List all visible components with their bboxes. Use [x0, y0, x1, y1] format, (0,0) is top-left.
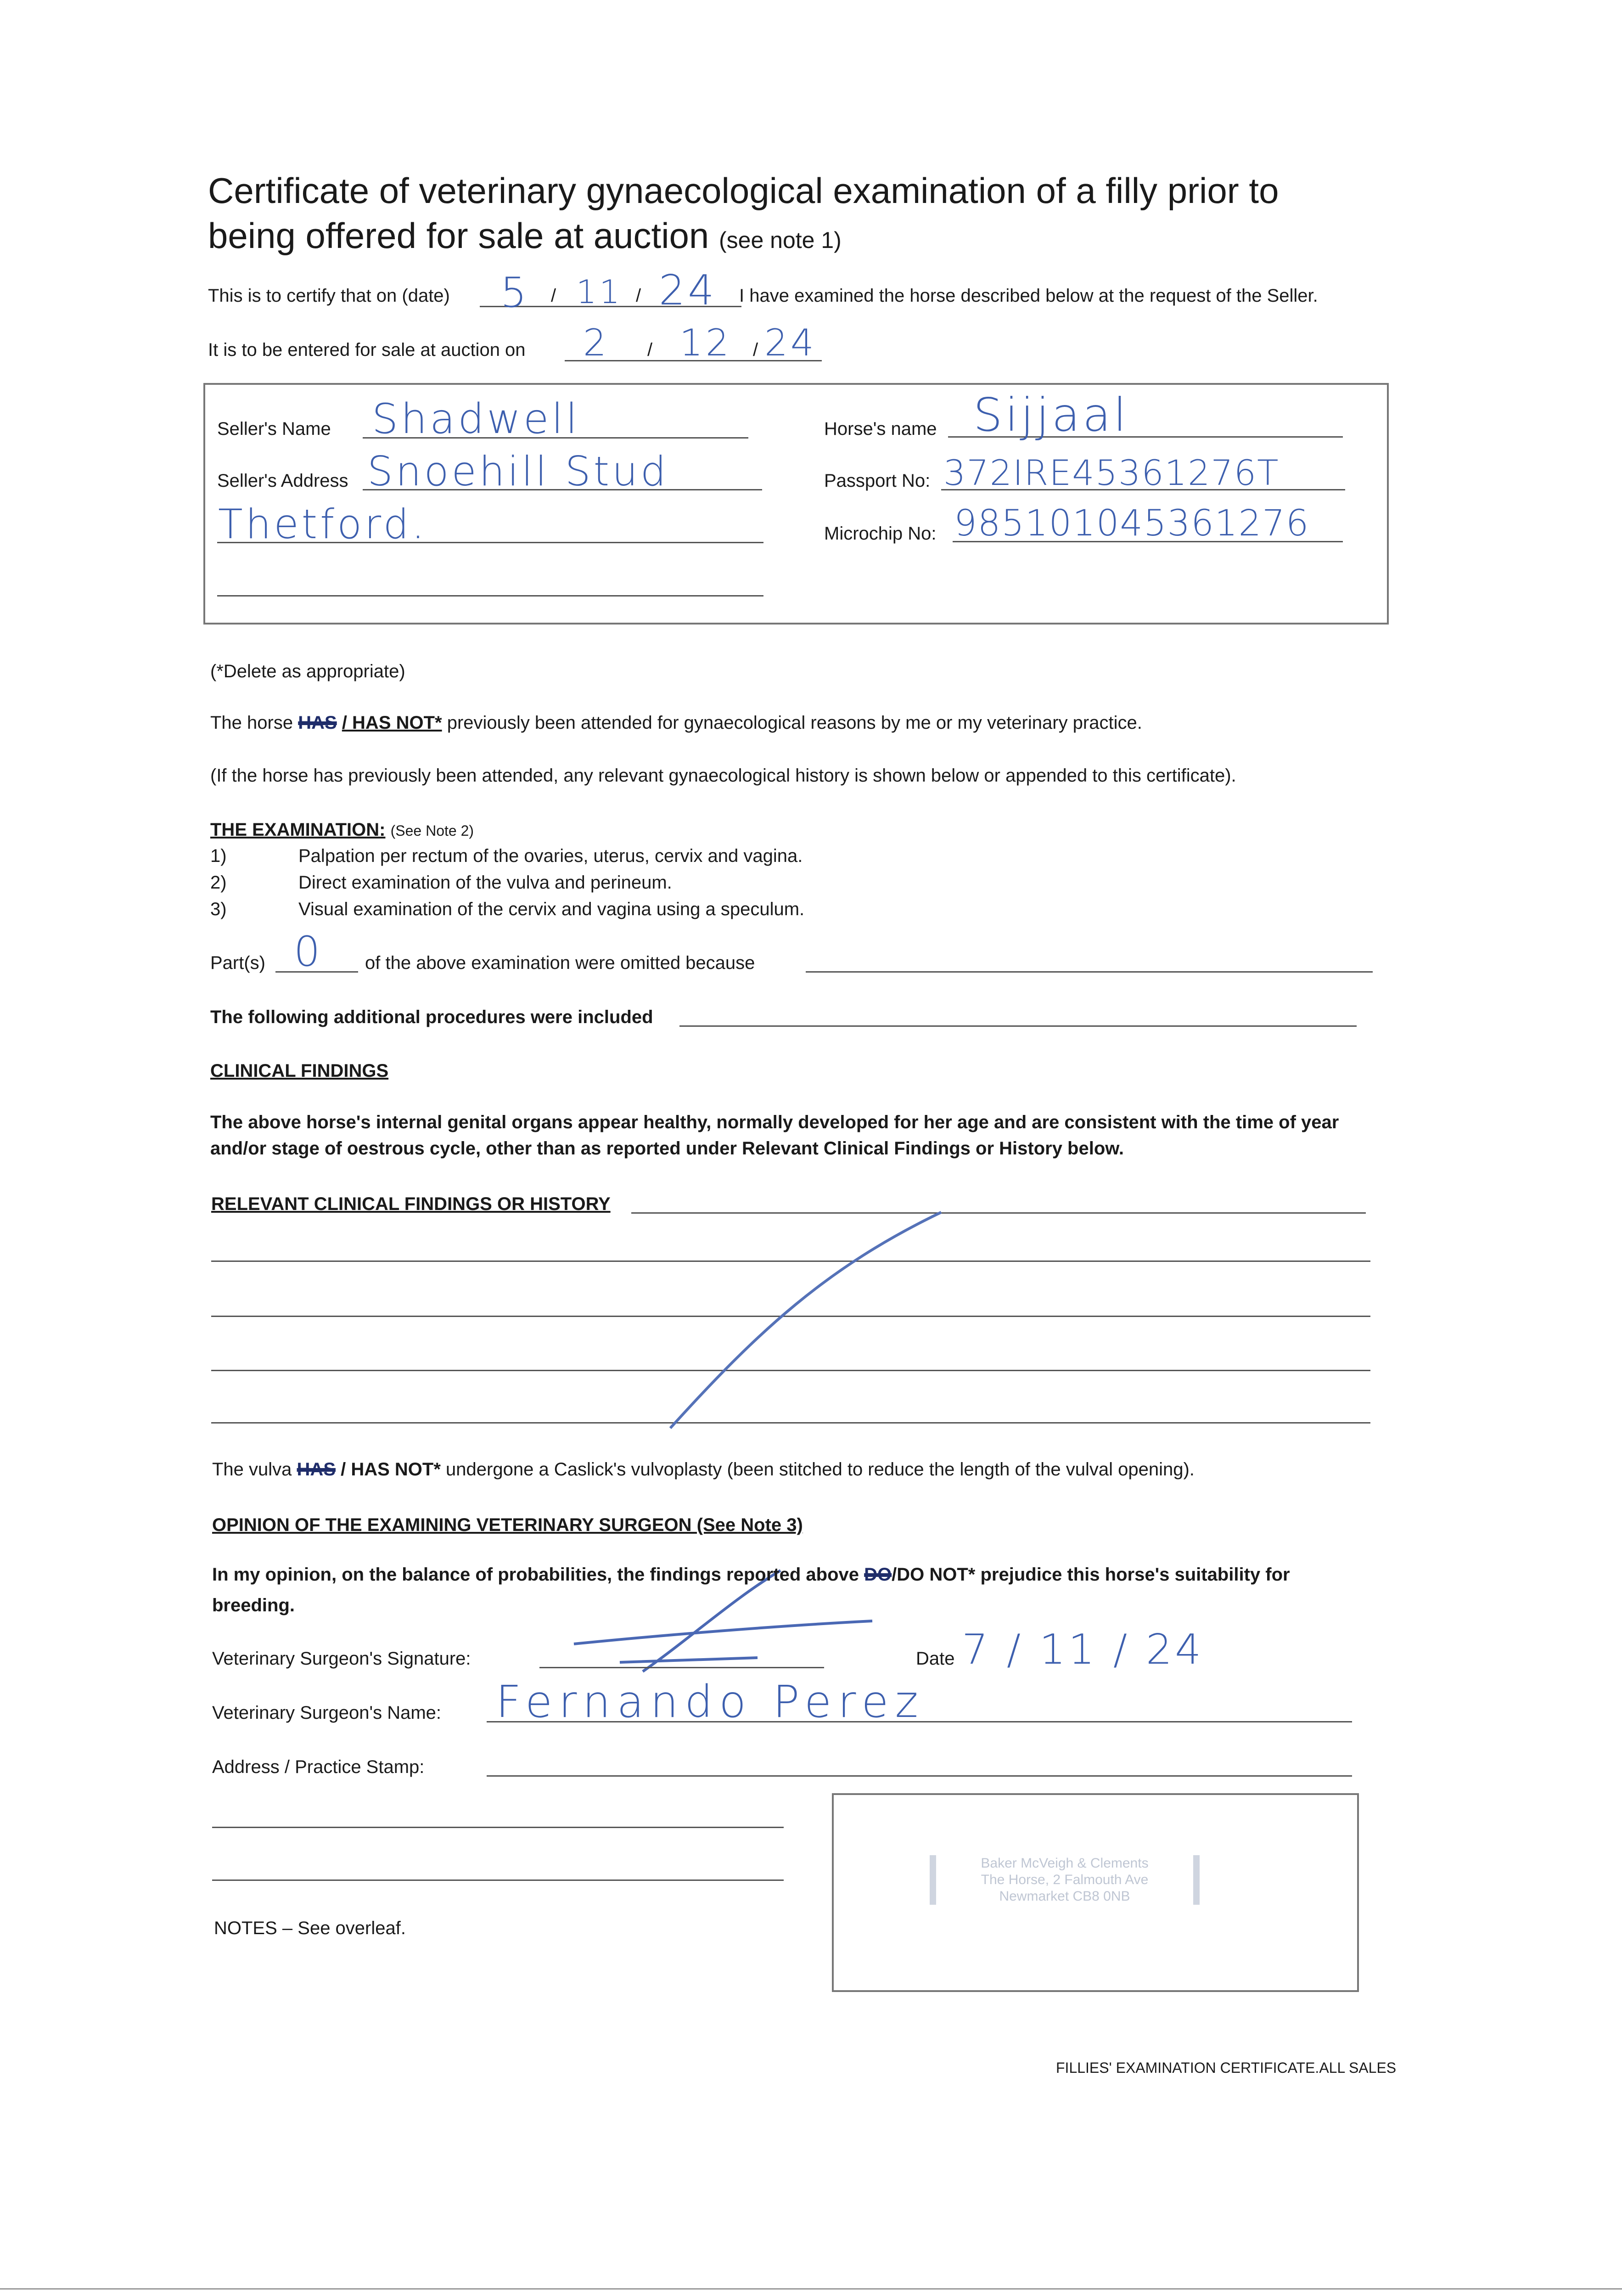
signature-date-label: Date: [916, 1649, 955, 1669]
seller-address-field-1[interactable]: Snoehill Stud: [367, 448, 669, 495]
attended-suffix: previously been attended for gynaecological reasons by me or my veterinary practice.: [447, 713, 1142, 733]
horse-name-label: Horse's name: [824, 419, 937, 439]
stamp-line: Baker McVeigh & Clements: [981, 1856, 1149, 1871]
exam-date-year[interactable]: 24: [659, 266, 717, 315]
seller-name-field[interactable]: Shadwell: [372, 395, 580, 443]
passport-field[interactable]: 372IRE45361276T: [943, 452, 1280, 493]
history-note: (If the horse has previously been attended, any relevant gynaecological history is shown below or appended to this certificate).: [210, 765, 1236, 786]
exam-item-text: Palpation per rectum of the ovaries, uterus, cervix and vagina.: [298, 846, 803, 866]
exam-item-number: 1): [210, 846, 227, 866]
seller-address-field-2[interactable]: Thetford.: [218, 501, 427, 548]
parts-suffix: of the above examination were omitted because: [365, 953, 755, 973]
auction-prefix: It is to be entered for sale at auction on: [208, 340, 526, 360]
vulva-has-not-option[interactable]: / HAS NOT*: [341, 1459, 441, 1480]
exam-item-number: 2): [210, 872, 227, 893]
date-separator: /: [753, 340, 758, 360]
attended-has-option[interactable]: HAS: [298, 713, 337, 733]
title-line-1: Certificate of veterinary gynaecological examination of a filly prior to: [208, 170, 1279, 211]
stamp-line: The Horse, 2 Falmouth Ave: [981, 1872, 1149, 1887]
auction-date-day[interactable]: 2: [583, 321, 609, 364]
title-note: (see note 1): [719, 227, 842, 253]
surgeon-name-field[interactable]: Fernando Perez: [496, 1676, 925, 1728]
examination-note: (See Note 2): [390, 822, 474, 839]
auction-date-year[interactable]: 24: [764, 321, 817, 364]
parts-label: Part(s): [210, 953, 265, 973]
clinical-findings-heading: CLINICAL FINDINGS: [210, 1061, 389, 1081]
footer-text: FILLIES' EXAMINATION CERTIFICATE.ALL SALES: [1056, 2060, 1397, 2076]
clinical-text-1: The above horse's internal genital organs appear healthy, normally developed for her age and are consistent with the time of year: [210, 1112, 1339, 1132]
clinical-text-2: and/or stage of oestrous cycle, other than as reported under Relevant Clinical Findings or History below.: [210, 1138, 1124, 1159]
exam-item-number: 3): [210, 899, 227, 919]
opinion-heading: OPINION OF THE EXAMINING VETERINARY SURGEON (See Note 3): [212, 1515, 803, 1535]
opinion-text-2: breeding.: [212, 1595, 295, 1615]
opinion-do-option[interactable]: DO: [864, 1564, 892, 1585]
signature-label: Veterinary Surgeon's Signature:: [212, 1649, 471, 1669]
horse-name-field[interactable]: Sijjaal: [973, 388, 1129, 442]
date-separator: /: [636, 286, 641, 306]
relevant-findings-heading: RELEVANT CLINICAL FINDINGS OR HISTORY: [211, 1194, 611, 1214]
surgeon-name-label: Veterinary Surgeon's Name:: [212, 1703, 442, 1723]
title-text: being offered for sale at auction: [208, 215, 709, 256]
microchip-field[interactable]: 985101045361276: [954, 503, 1310, 544]
exam-item-text: Direct examination of the vulva and perineum.: [298, 872, 672, 893]
vulva-has-option[interactable]: HAS: [297, 1459, 336, 1480]
opinion-text-a: In my opinion, on the balance of probabilities, the findings reported above: [212, 1564, 859, 1585]
examination-heading-text: THE EXAMINATION:: [210, 820, 386, 840]
vulva-prefix: The vulva: [212, 1459, 292, 1480]
stamp-line: Newmarket CB8 0NB: [999, 1889, 1130, 1904]
vulva-statement: [212, 1459, 1195, 1480]
opinion-do-not-option[interactable]: /DO NOT* prejudice this horse's suitability for: [892, 1564, 1290, 1585]
opinion-text-1: [212, 1564, 1290, 1585]
seller-address-label: Seller's Address: [217, 471, 348, 491]
practice-stamp: [930, 1855, 1200, 1905]
exam-item-text: Visual examination of the cervix and vagina using a speculum.: [298, 899, 805, 919]
certify-suffix: I have examined the horse described below at the request of the Seller.: [739, 286, 1318, 306]
exam-date-day[interactable]: 5: [500, 269, 530, 317]
attended-has-not-option[interactable]: / HAS NOT*: [342, 713, 442, 733]
auction-date-month[interactable]: 12: [679, 321, 732, 364]
attended-prefix: The horse: [210, 713, 293, 733]
signature-field[interactable]: [539, 1667, 824, 1668]
date-separator: /: [647, 340, 653, 360]
seller-name-label: Seller's Name: [217, 419, 331, 439]
signature-date-field[interactable]: 7 / 11 / 24: [962, 1626, 1204, 1674]
certify-prefix: This is to certify that on (date): [208, 286, 450, 306]
additional-procedures-label: The following additional procedures were included: [210, 1007, 653, 1027]
date-separator: /: [551, 286, 556, 306]
microchip-label: Microchip No:: [824, 523, 937, 544]
delete-note: (*Delete as appropriate): [210, 661, 405, 681]
exam-date-month[interactable]: 11: [576, 273, 623, 311]
parts-omitted-field[interactable]: 0: [294, 928, 323, 976]
passport-label: Passport No:: [824, 471, 931, 491]
address-stamp-label: Address / Practice Stamp:: [212, 1757, 425, 1777]
notes-text: NOTES – See overleaf.: [214, 1918, 406, 1938]
vulva-suffix: undergone a Caslick's vulvoplasty (been stitched to reduce the length of the vulval opening).: [446, 1459, 1195, 1480]
